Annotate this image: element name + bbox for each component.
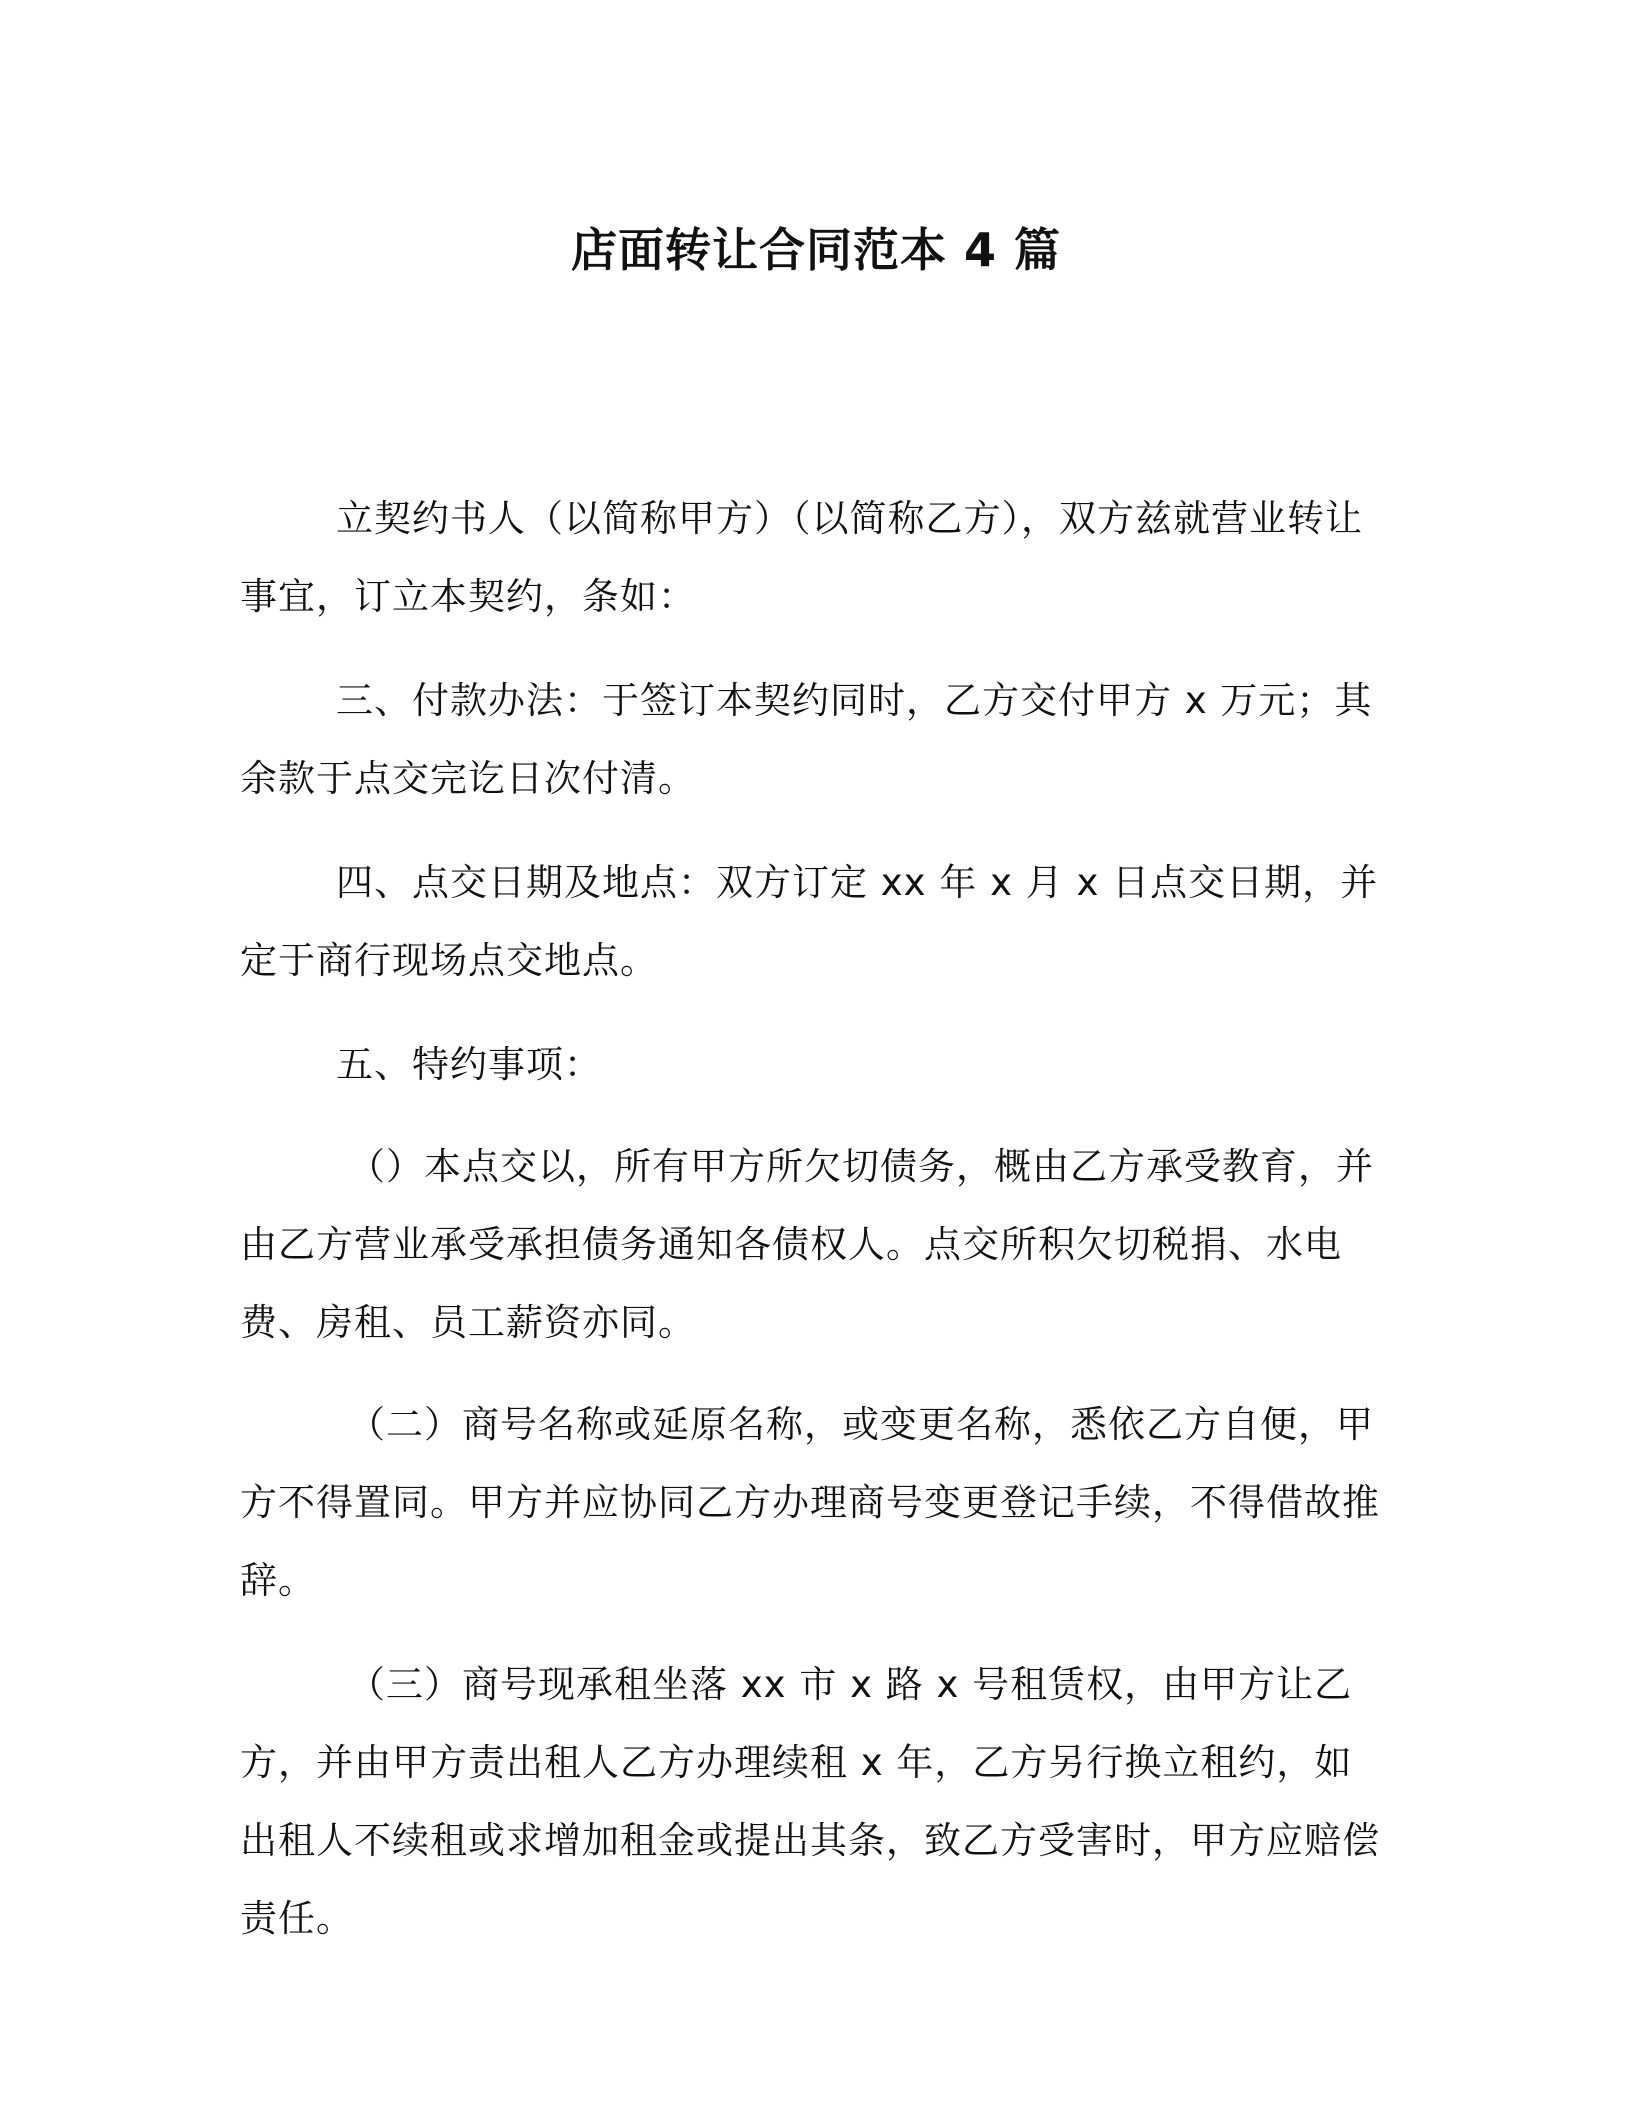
paragraph-special-terms-heading: 五、特约事项： — [336, 1043, 602, 1086]
document-title: 店面转让合同范本 4 篇 — [570, 223, 1062, 277]
paragraph-special-term-3: （三）商号现承租坐落 xx 市 x 路 x 号租赁权，由甲方让乙方，并由甲方责出租人乙方办理续租 x 年，乙方另行换立租约，如出租人不续租或求增加租金或提出其条，致乙方受害时，甲方应赔偿责任。 — [240, 1663, 1380, 1940]
paragraph-preamble: 立契约书人（以简称甲方）（以简称乙方），双方兹就营业转让事宜，订立本契约，条如： — [240, 497, 1363, 618]
paragraph-payment-terms: 三、付款办法：于签订本契约同时，乙方交付甲方 x 万元；其余款于点交完讫日次付清。 — [240, 679, 1373, 800]
paragraph-special-term-1: （）本点交以，所有甲方所欠切债务，概由乙方承受教育，并由乙方营业承受承担债务通知各债权人。点交所积欠切税捐、水电费、房租、员工薪资亦同。 — [240, 1145, 1374, 1344]
paragraph-handover-date-place: 四、点交日期及地点：双方订定 xx 年 x 月 x 日点交日期，并定于商行现场点交地点。 — [240, 861, 1379, 982]
paragraph-special-term-2: （二）商号名称或延原名称，或变更名称，悉依乙方自便，甲方不得置同。甲方并应协同乙方办理商号变更登记手续，不得借故推辞。 — [240, 1403, 1380, 1602]
